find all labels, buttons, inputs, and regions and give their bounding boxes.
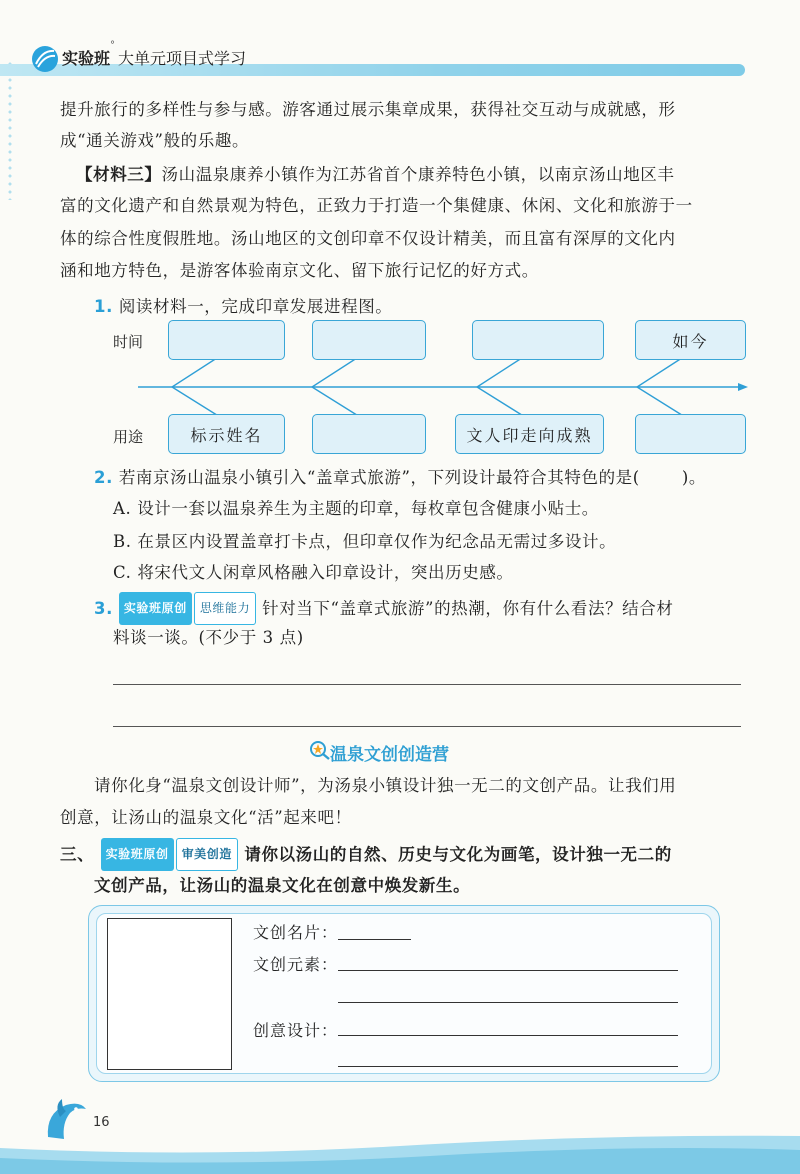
- question-1: [94, 291, 392, 322]
- page-number: 16: [93, 1115, 110, 1130]
- use-box-4[interactable]: [635, 414, 746, 454]
- time-box-4[interactable]: 如今: [635, 320, 746, 360]
- name-label: 文创名片：: [253, 923, 339, 942]
- material3-line-1: [76, 159, 675, 190]
- elements-blank-2[interactable]: [338, 1002, 678, 1003]
- book-logo-icon: [30, 44, 60, 74]
- option-c[interactable]: C. 将宋代文人闲章风格融入印章设计，突出历史感。: [113, 563, 514, 582]
- timeline-time-label: 时间: [113, 333, 144, 351]
- camp-line-2: 创意，让汤山的温泉文化“活”起来吧！: [60, 808, 352, 827]
- part-three-number: 三、: [60, 845, 95, 864]
- material3-line-2: 富的文化遗产和自然景观为特色，正致力于打造一个集健康、休闲、文化和旅游于一: [60, 196, 693, 215]
- question-2-paren: )。: [681, 468, 706, 487]
- header-brand: 实验班: [62, 49, 111, 68]
- time-box-1[interactable]: [168, 320, 285, 360]
- question-3-text-1: 针对当下“盖章式旅游”的热潮，你有什么看法？结合材: [262, 599, 674, 618]
- magnifier-star-icon: [308, 739, 332, 761]
- question-3-number: 3.: [94, 599, 113, 618]
- design-label: 创意设计：: [253, 1021, 339, 1040]
- original-badge: 实验班原创: [119, 592, 192, 625]
- part-three: [60, 838, 672, 871]
- option-a[interactable]: A. 设计一套以温泉养生为主题的印章，每枚章包含健康小贴士。: [113, 499, 599, 518]
- use-box-1[interactable]: 标示姓名: [168, 414, 285, 454]
- design-blank-1[interactable]: [338, 1035, 678, 1036]
- use-box-2[interactable]: [312, 414, 426, 454]
- question-2-number: 2.: [94, 468, 113, 487]
- dolphin-icon: [40, 1095, 92, 1145]
- design-blank-2[interactable]: [338, 1066, 678, 1067]
- part-three-badge: 实验班原创: [101, 838, 174, 871]
- elements-blank-1[interactable]: [338, 970, 678, 971]
- time-box-3[interactable]: [472, 320, 604, 360]
- time-box-2[interactable]: [312, 320, 426, 360]
- camp-line-1: 请你化身“温泉文创设计师”，为汤泉小镇设计独一无二的文创产品。让我们用: [94, 776, 677, 795]
- question-2-text: 若南京汤山温泉小镇引入“盖章式旅游”，下列设计最符合其特色的是(: [118, 468, 640, 487]
- name-blank[interactable]: [338, 939, 411, 940]
- header-subtitle: ° 大单元项目式学习: [118, 46, 246, 69]
- material3-tag: 【材料三】: [76, 165, 162, 184]
- timeline-use-label: 用途: [113, 428, 144, 446]
- question-1-number: 1.: [94, 297, 113, 316]
- answer-line-2[interactable]: [113, 726, 741, 727]
- part-three-text-1: 请你以汤山的自然、历史与文化为画笔，设计独一无二的: [244, 845, 672, 864]
- option-b[interactable]: B. 在景区内设置盖章打卡点，但印章仅作为纪念品无需过多设计。: [113, 532, 617, 551]
- intro-line-1: 提升旅行的多样性与参与感。游客通过展示集章成果，获得社交互动与成就感，形: [60, 100, 676, 119]
- footer-wave: [0, 1128, 800, 1174]
- material3-line-3: 体的综合性度假胜地。汤山地区的文创印章不仅设计精美，而且富有深厚的文化内: [60, 229, 676, 248]
- question-3: [94, 592, 673, 625]
- material3-text-1: 汤山温泉康养小镇作为江苏省首个康养特色小镇，以南京汤山地区丰: [161, 165, 675, 184]
- part-three-skill-badge: 审美创造: [176, 838, 238, 871]
- skill-badge: 思维能力: [194, 592, 256, 625]
- use-box-3[interactable]: 文人印走向成熟: [455, 414, 604, 454]
- question-1-text: 阅读材料一，完成印章发展进程图。: [118, 297, 393, 316]
- material3-line-4: 涵和地方特色，是游客体验南京文化、留下旅行记忆的好方式。: [60, 261, 539, 280]
- elements-label: 文创元素：: [253, 955, 339, 974]
- part-three-text-2: 文创产品，让汤山的温泉文化在创意中焕发新生。: [94, 876, 471, 895]
- question-3-text-2: 料谈一谈。(不少于 3 点): [113, 628, 304, 647]
- header-band: [0, 64, 745, 76]
- section-title: 温泉文创创造营: [330, 745, 449, 765]
- decorative-dots: [6, 60, 16, 200]
- timeline-arrow: [130, 350, 760, 420]
- intro-line-2: 成“通关游戏”般的乐趣。: [60, 131, 250, 150]
- answer-line-1[interactable]: [113, 684, 741, 685]
- drawing-box[interactable]: [107, 918, 232, 1070]
- question-2: [94, 462, 706, 493]
